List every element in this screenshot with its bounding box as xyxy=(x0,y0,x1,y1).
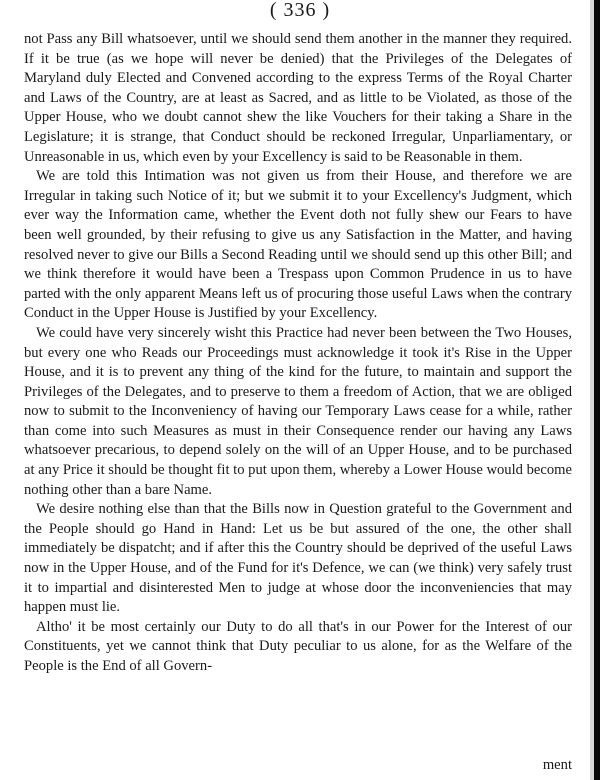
paragraph-2: We are told this Intimation was not given us from their House, and therefore we are Irregular in taking such Notice of it; but we submit it to your Excellency's Judgment, which ever way the Information came, whether the Event doth not fully shew our Fears to have been well grounded, by their refusing to give us any Satisfaction in the Matter, and having resolved never to give our Bills a Second Reading until we should send up this other Bill; and we think therefore it would have been a Trespass upon Common Prudence in us to have parted with the only apparent Means left us of procuring those useful Laws when the contrary Conduct in the Upper House is Justified by your Excellency. xyxy=(24,168,572,322)
body-text xyxy=(24,30,572,677)
paragraph-1: not Pass any Bill whatsoever, until we should send them another in the manner they required. If it be true (as we hope will never be denied) that the Privileges of the Delegates of Maryland duly Elected and Convened according to the express Terms of the Royal Charter and Laws of the Country, are at least as Sacred, and as little to be Violated, as those of the Upper House, who we doubt cannot shew the like Vouchers for their taking a Share in the Legislature; it is strange, that Conduct should be reckoned Irregular, Unparliamentary, or Unreasonable in us, which even by your Excellency is said to be Reasonable in them. xyxy=(24,31,572,165)
paragraph-3: We could have very sincerely wisht this Practice had never been between the Two Houses, but every one who Reads our Proceedings must acknowledge it took it's Rise in the Upper House, and it is to prevent any thing of the kind for the future, to maintain and support the Privileges of the Delegates, and to preserve to them a freedom of Action, that we are obliged now to submit to the Inconveniency of having our Temporary Laws cease for a while, rather than come into such Measures as must in their Consequence render our having any Laws whatsoever precarious, to depend solely on the will of an Upper House, and to be purchased at any Price it should be thought fit to put upon them, whereby a Lower House would become nothing other than a bare Name. xyxy=(24,324,572,498)
page-edge xyxy=(594,0,600,780)
paragraph-5: Altho' it be most certainly our Duty to do all that's in our Power for the Interest of our Constituents, yet we cannot think that Duty peculiar to us alone, for as the Welfare of the People is the End of all Govern- xyxy=(24,618,572,674)
page-number: ( 336 ) xyxy=(269,0,331,21)
paragraph-4: We desire nothing else than that the Bills now in Question grateful to the Government and the People should go Hand in Hand: Let us be but assured of the one, the other shall immediately be dispatcht; and if after this the Country should be deprived of the useful Laws now in the Upper House, and of the Fund for it's Defence, we can (we think) very safely trust it to impartial and disinterested Men to judge at whose door the inconveniencies that may happen must lie. xyxy=(24,501,572,616)
catchword: ment xyxy=(542,757,572,773)
page-header xyxy=(0,0,600,28)
